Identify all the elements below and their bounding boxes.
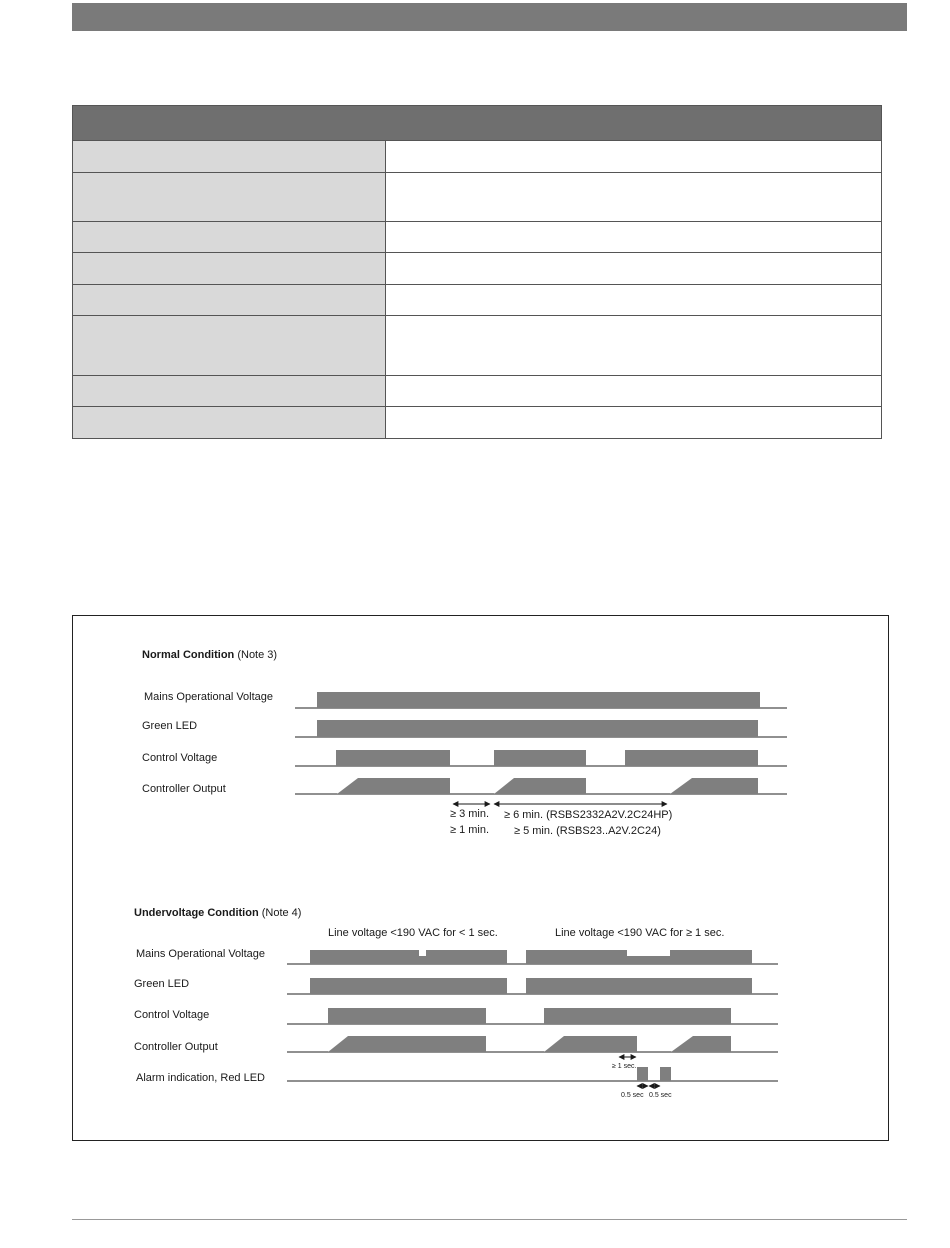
signal-bar: [317, 720, 758, 737]
ramp-bar: [328, 1036, 486, 1052]
row-label-cell: [73, 141, 386, 172]
ramp-bar: [544, 1036, 637, 1052]
annotation-5min: ≥ 5 min. (RSBS23..A2V.2C24): [514, 825, 661, 837]
signal-bar: [526, 978, 752, 994]
row-value-cell: [386, 141, 881, 172]
signal-bar: [310, 978, 507, 994]
signal-bar: [317, 692, 760, 708]
table-row: [73, 316, 881, 376]
row-value-cell: [386, 407, 881, 438]
normal-condition-title: Normal Condition (Note 3): [142, 649, 278, 661]
annotation-6min: ≥ 6 min. (RSBS2332A2V.2C24HP): [504, 809, 673, 821]
uv-control-label: Control Voltage: [134, 1009, 210, 1021]
table-row: [73, 376, 881, 407]
uv-mains-track: [136, 948, 778, 964]
row-value-cell: [386, 316, 881, 375]
signal-bar: [494, 750, 586, 766]
row-value-cell: [386, 173, 881, 221]
table-row: [73, 222, 881, 253]
normal-controller-output-track: [142, 778, 787, 795]
line-voltage-ge1-label: Line voltage <190 VAC for ≥ 1 sec.: [555, 927, 725, 939]
normal-mains-track: [144, 691, 787, 708]
ramp-bar: [671, 1036, 731, 1052]
row-label-cell: [73, 173, 386, 221]
uv-alarm-track: [136, 1067, 778, 1084]
page-header-bar: [72, 3, 907, 31]
uv-mains-label: Mains Operational Voltage: [136, 948, 266, 960]
uv-control-voltage-track: [134, 1008, 778, 1024]
uv-output-label: Controller Output: [134, 1041, 218, 1053]
row-value-cell: [386, 285, 881, 315]
row-value-cell: [386, 253, 881, 284]
signal-bar: [328, 1008, 486, 1024]
row-label-cell: [73, 285, 386, 315]
alarm-pulse: [637, 1067, 648, 1081]
undervoltage-condition-title: Undervoltage Condition (Note 4): [134, 907, 302, 919]
annotation-05sec-b: 0.5 sec: [649, 1092, 672, 1099]
uv-green-led-track: [134, 978, 778, 994]
uv-green-led-label: Green LED: [134, 978, 190, 990]
table-row: [73, 253, 881, 285]
signal-bar: [544, 1008, 731, 1024]
timing-diagram-frame: [72, 615, 889, 1141]
footer-rule: [72, 1219, 907, 1220]
signal-bar-dip: [310, 950, 507, 964]
row-label-cell: [73, 316, 386, 375]
row-value-cell: [386, 376, 881, 406]
table-row: [73, 407, 881, 438]
ramp-bar: [494, 778, 586, 794]
table-row: [73, 141, 881, 173]
row-label-cell: [73, 222, 386, 252]
normal-output-label: Controller Output: [142, 783, 226, 795]
annotation-1min: ≥ 1 min.: [450, 824, 490, 836]
line-voltage-lt1-label: Line voltage <190 VAC for < 1 sec.: [328, 927, 498, 939]
row-label-cell: [73, 407, 386, 438]
normal-mains-label: Mains Operational Voltage: [144, 691, 274, 703]
spec-table-header: [73, 106, 881, 141]
normal-timing-annotations: [450, 804, 672, 837]
signal-bar: [625, 750, 758, 766]
annotation-3min: ≥ 3 min.: [450, 808, 490, 820]
annotation-05sec-a: 0.5 sec: [621, 1092, 644, 1099]
ramp-bar: [337, 778, 450, 794]
timing-diagram: [73, 616, 888, 1140]
signal-bar: [336, 750, 450, 766]
table-row: [73, 285, 881, 316]
annotation-1sec: ≥ 1 sec.: [612, 1063, 637, 1070]
table-row: [73, 173, 881, 222]
normal-control-label: Control Voltage: [142, 752, 218, 764]
uv-controller-output-track: [134, 1036, 778, 1053]
row-label-cell: [73, 253, 386, 284]
uv-alarm-label: Alarm indication, Red LED: [136, 1072, 266, 1084]
ramp-bar: [670, 778, 758, 794]
normal-green-led-track: [142, 720, 787, 737]
row-value-cell: [386, 222, 881, 252]
row-label-cell: [73, 376, 386, 406]
signal-bar-dip: [526, 950, 752, 964]
normal-green-led-label: Green LED: [142, 720, 198, 732]
normal-control-voltage-track: [142, 750, 787, 766]
alarm-pulse: [660, 1067, 671, 1081]
spec-table: [72, 105, 882, 439]
